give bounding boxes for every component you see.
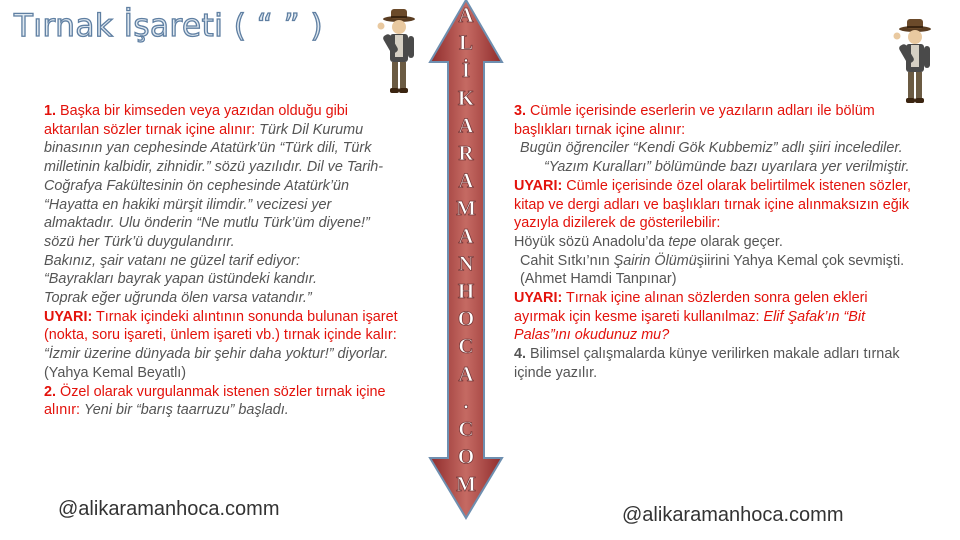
handle-left: @alikaramanhoca.comm xyxy=(58,498,280,520)
arrow-letter: A xyxy=(458,361,474,386)
rule-1-example: Türk Dil Kurumu binasının yan cephesinde Atatürk’ün “Türk dili, Türk milletinin kalbidir, zihnidir.” sözü yazılıdır. Dil ve Tarih-Coğrafya Fakültesinin ön cephesinde Atatürk’ün “Hayatta en hakiki mürşit ilimdir.” vecizesi yer almaktadır. Ulu önderin “Ne mutlu Türk’üm diyene!” sözü her Türk’ü duygulandırır. xyxy=(44,121,384,250)
rule-3-text: Cümle içerisinde eserlerin ve yazıların adları ile bölüm başlıkları tırnak içine alınır: xyxy=(514,103,875,138)
poem-line-3 xyxy=(44,289,400,308)
rule-2 xyxy=(44,383,400,420)
u1-ex1-c: olarak geçer. xyxy=(700,233,783,250)
arrow-letter: H xyxy=(457,279,475,303)
uyari-left xyxy=(44,308,400,345)
u1-ex2-b: Şairin Ölümü xyxy=(613,252,697,269)
uyari-text: Tırnak içindeki alıntının sonunda bulunan işaret (nokta, soru işareti, ünlem işareti vb.) tırnak içinde kalır: xyxy=(44,308,398,344)
poem-line-2 xyxy=(44,270,400,289)
rule-3-example-2-text: “Yazım Kuralları” bölümünde bazı uyarılara yer verilmiştir. xyxy=(544,159,910,176)
rule-3-example-1-text: Bugün öğrenciler “Kendi Gök Kubbemiz” adlı şiiri incelediler. xyxy=(520,140,903,157)
uyari-label: UYARI: xyxy=(44,308,93,325)
arrow-letter: A xyxy=(458,113,474,138)
arrow-letter: L xyxy=(458,30,474,55)
u1-ex2-a: Cahit Sıtkı’nın xyxy=(520,252,610,269)
rule-3-example-2 xyxy=(514,158,918,177)
rule-1-number: 1. xyxy=(44,103,57,119)
page-title: Tırnak İşareti ( “ ” ) xyxy=(14,8,324,44)
handle-right: @alikaramanhoca.comm xyxy=(622,504,844,526)
rule-4-number: 4. xyxy=(514,346,527,363)
rule-3-number: 3. xyxy=(514,103,527,119)
left-column xyxy=(44,102,400,420)
arrow-letter: O xyxy=(457,306,475,331)
arrow-letter: A xyxy=(458,168,474,193)
rule-1-text: Başka bir kimseden veya yazıdan olduğu gibi aktarılan sözler tırnak içine alınır: xyxy=(44,103,348,138)
right-column xyxy=(514,102,918,383)
u1-ex1-a: Höyük sözü Anadolu’da xyxy=(514,233,665,250)
uyari-right-1 xyxy=(514,177,918,233)
rule-3-example-1 xyxy=(514,139,918,158)
uyari-2-label: UYARI: xyxy=(514,290,563,307)
arrow-letter: O xyxy=(457,444,475,469)
uyari-1-label: UYARI: xyxy=(514,177,563,194)
arrow-letter: . xyxy=(463,389,469,414)
uyari-2-text: Tırnak içine alınan sözlerden sonra gelen ekleri ayırmak için kesme işareti kullanılmaz: xyxy=(514,290,868,325)
arrow-letter: K xyxy=(457,85,475,110)
arrow-letter: M xyxy=(456,472,476,497)
arrow-letter: R xyxy=(458,141,474,165)
cowboy-figure-left xyxy=(376,6,422,98)
poem-verse-2: Toprak eğer uğrunda ölen varsa vatandır.” xyxy=(44,290,312,307)
rule-4 xyxy=(514,345,918,382)
rule-1 xyxy=(44,102,400,252)
arrow-letter: C xyxy=(458,334,474,359)
uyari-example xyxy=(44,345,400,382)
arrow-letter: A xyxy=(458,223,474,248)
arrow-letter: M xyxy=(456,196,476,221)
rule-2-number: 2. xyxy=(44,383,57,400)
uyari-2-example: Elif Şafak’ın “Bit Palas”ını okudunuz mu? xyxy=(514,308,866,344)
rule-3 xyxy=(514,102,918,139)
vertical-double-arrow xyxy=(428,0,504,520)
uyari-1-text: Cümle içerisinde özel olarak belirtilmek istenen sözler, kitap ve dergi adları ve başlıkları tırnak içine alınmaksızın eğik yazıyla dizilerek de gösterilebilir: xyxy=(514,177,911,232)
uyari-example-quote: “İzmir üzerine dünyada bir şehir daha yoktur!” diyorlar. xyxy=(44,346,389,363)
poem-verse-1: “Bayrakları bayrak yapan üstündeki kandır. xyxy=(44,271,318,288)
arrow-letter: A xyxy=(458,3,474,27)
arrow-letter: N xyxy=(458,251,474,276)
arrow-letter: C xyxy=(458,417,474,441)
rule-2-example: Yeni bir “barış taarruzu” başladı. xyxy=(84,402,289,419)
arrow-letter: İ xyxy=(461,58,471,83)
u1-ex2-c: şiirini Yahya Kemal çok sevmişti. (Ahmet Hamdi Tanpınar) xyxy=(520,252,905,288)
uyari-1-example-1 xyxy=(514,233,918,252)
uyari-1-example-2 xyxy=(514,252,918,289)
cowboy-figure-right xyxy=(892,16,938,108)
rule-4-text: Bilimsel çalışmalarda künye verilirken makale adları tırnak içinde yazılır. xyxy=(514,346,900,381)
rule-2-text: Özel olarak vurgulanmak istenen sözler tırnak içine alınır: xyxy=(44,383,386,419)
poem-intro: Bakınız, şair vatanı ne güzel tarif ediyor: xyxy=(44,252,300,269)
u1-ex1-b: tepe xyxy=(668,233,697,250)
poem-line-1 xyxy=(44,252,400,271)
uyari-example-source: (Yahya Kemal Beyatlı) xyxy=(44,364,187,381)
uyari-right-2 xyxy=(514,289,918,345)
